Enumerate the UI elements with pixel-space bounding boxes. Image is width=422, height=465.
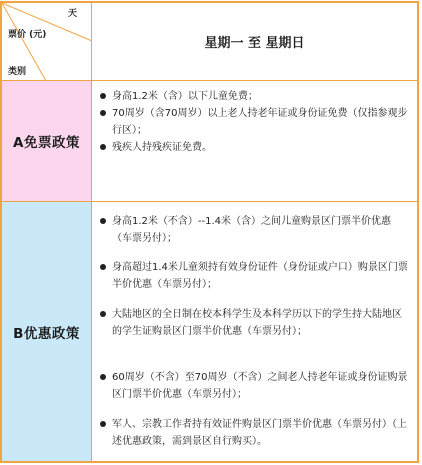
list-item: 军人、宗教工作者持有效证件购景区门票半价优惠（车票另付）（上述优惠政策，需到景区自行购买）。 <box>98 416 411 450</box>
list-item: 60周岁（不含）至70周岁（不含）之间老人持老年证或身份证购景区门票半价优惠（车票另付）； <box>98 369 411 403</box>
list-item: 身高1.2米（不含）--1.4米（含）之间儿童购景区门票半价优惠（车票另付）； <box>98 213 411 247</box>
free-policy-label: A免票政策 <box>13 135 80 151</box>
header-days-cell <box>92 3 417 81</box>
free-policy-label-cell <box>2 81 92 202</box>
header-corner-cell <box>2 3 92 81</box>
fare-policy-table <box>0 1 419 463</box>
corner-category-label: 类别 <box>8 67 27 77</box>
corner-price-label: 票价 (元) <box>8 30 47 40</box>
list-item: 残疾人持残疾证免费。 <box>98 139 411 156</box>
days-title: 星期一 至 星期日 <box>204 36 305 51</box>
list-item: 身高1.2米（含）以下儿童免费； <box>98 88 411 105</box>
discount-policy-content-cell <box>92 202 417 461</box>
list-item: 大陆地区的全日制在校本科学生及本科学历以下的学生持大陆地区的学生证购景区门票半价优惠（车票另付）； <box>98 306 411 340</box>
corner-day-label: 天 <box>67 9 77 19</box>
discount-policy-label: B优惠政策 <box>13 325 80 342</box>
list-item: 身高超过1.4米儿童须持有效身份证件（身份证或户口）购景区门票半价优惠（车票另付）； <box>98 259 411 293</box>
discount-policy-label-cell <box>2 202 92 461</box>
free-policy-content-cell <box>92 81 417 202</box>
list-item: 70周岁（含70周岁）以上老人持老年证或身份证免费（仅指参观步行区）； <box>98 105 411 139</box>
